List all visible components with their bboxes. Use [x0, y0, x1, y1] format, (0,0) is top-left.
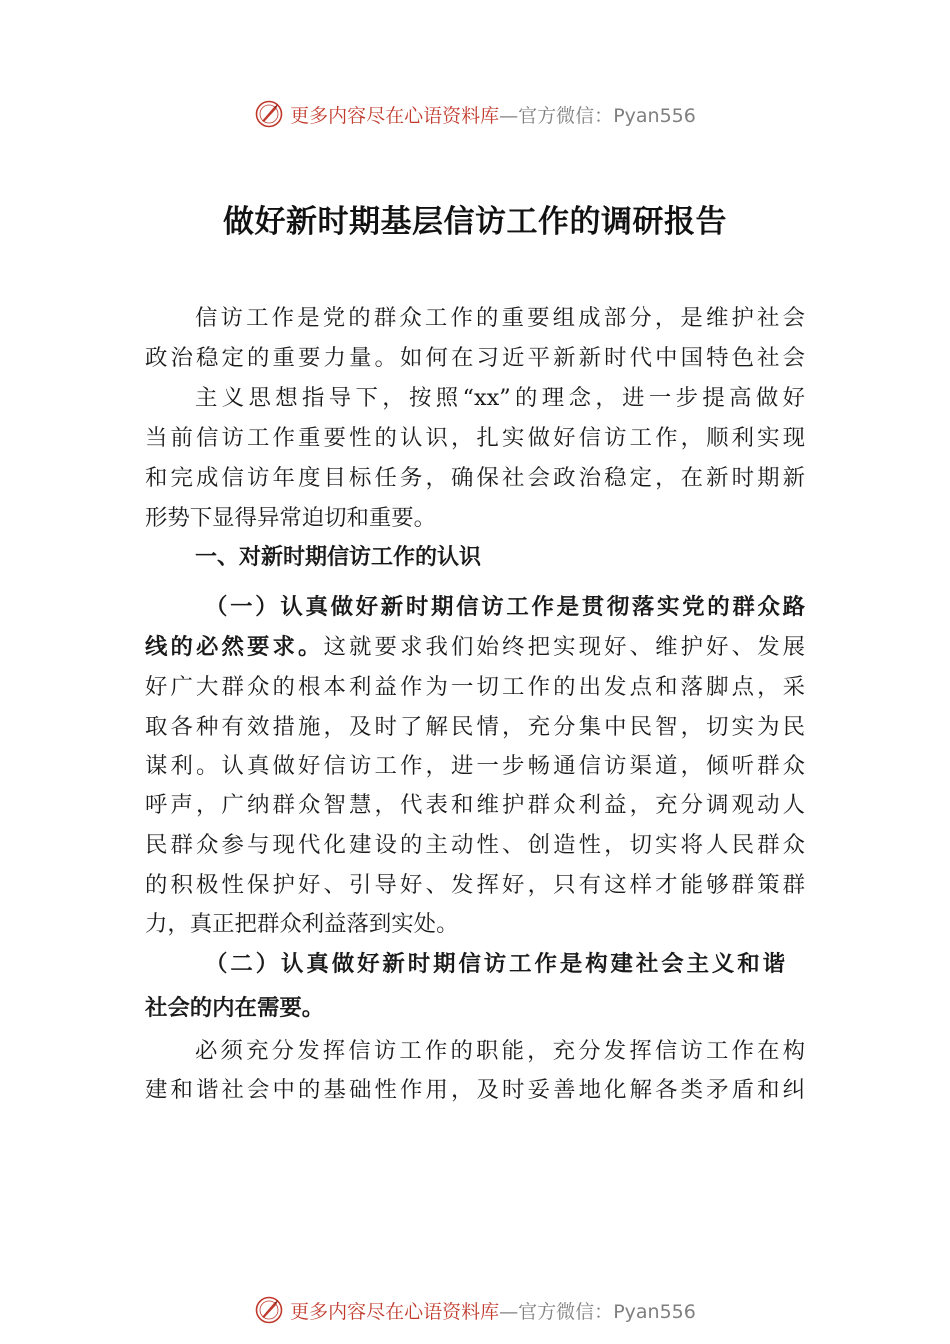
- paragraph-text: 这就要求我们始终把实现好、维护好、发展: [323, 634, 805, 660]
- quill-pen-seal-icon: [254, 99, 284, 129]
- watermark-text: [290, 101, 696, 128]
- watermark-text: [290, 1297, 696, 1324]
- subsection-heading-continued: 社会的内在需要。: [145, 995, 325, 1021]
- watermark-brand: 更多内容尽在心语资料库: [290, 104, 500, 127]
- quill-pen-seal-icon: [254, 1295, 284, 1325]
- subsection-heading-continued: 线的必然要求。: [145, 634, 324, 660]
- paragraph-line: 和完成信访年度目标任务，确保社会政治稳定，在新时期新: [145, 465, 805, 491]
- subsection-heading: （二）认真做好新时期信访工作是构建社会主义和谐: [205, 951, 785, 977]
- watermark-separator: —: [499, 1300, 519, 1323]
- paragraph-line: 民群众参与现代化建设的主动性、创造性，切实将人民群众: [145, 832, 805, 858]
- paragraph-line: 取各种有效措施，及时了解民情，充分集中民智，切实为民: [145, 714, 805, 740]
- subsection-heading: （一）认真做好新时期信访工作是贯彻落实党的群众路: [205, 594, 805, 620]
- watermark-wechat-id: Pyan556: [613, 1300, 696, 1323]
- paragraph-line: 好广大群众的根本利益作为一切工作的出发点和落脚点，采: [145, 674, 805, 700]
- paragraph-line: 政治稳定的重要力量。如何在习近平新新时代中国特色社会: [145, 345, 805, 371]
- watermark-brand: 更多内容尽在心语资料库: [290, 1300, 500, 1323]
- watermark-label: 官方微信：: [518, 1300, 614, 1323]
- paragraph-line: 力，真正把群众利益落到实处。: [145, 911, 459, 937]
- document-title: 做好新时期基层信访工作的调研报告: [223, 204, 727, 240]
- paragraph-line: 建和谐社会中的基础性作用，及时妥善地化解各类矛盾和纠: [145, 1077, 805, 1103]
- paragraph-line: 谋利。认真做好信访工作，进一步畅通信访渠道，倾听群众: [145, 753, 805, 779]
- paragraph-line: 当前信访工作重要性的认识，扎实做好信访工作，顺利实现: [145, 425, 805, 451]
- paragraph-line: 主义思想指导下，按照“xx”的理念，进一步提高做好: [195, 385, 805, 411]
- paragraph-line: 呼声，广纳群众智慧，代表和维护群众利益，充分调观动人: [145, 792, 805, 818]
- watermark-separator: —: [499, 104, 519, 127]
- watermark-banner-bottom: [0, 1288, 950, 1332]
- watermark-label: 官方微信：: [518, 104, 614, 127]
- watermark-banner-top: [0, 92, 950, 136]
- paragraph-line: 的积极性保护好、引导好、发挥好，只有这样才能够群策群: [145, 872, 805, 898]
- paragraph-line: 形势下显得异常迫切和重要。: [145, 505, 437, 531]
- paragraph-line: [145, 627, 805, 667]
- watermark-wechat-id: Pyan556: [613, 104, 696, 127]
- section-heading: 一、对新时期信访工作的认识: [195, 545, 482, 570]
- paragraph-line: 信访工作是党的群众工作的重要组成部分，是维护社会: [195, 305, 805, 331]
- paragraph-line: 必须充分发挥信访工作的职能，充分发挥信访工作在构: [195, 1038, 805, 1064]
